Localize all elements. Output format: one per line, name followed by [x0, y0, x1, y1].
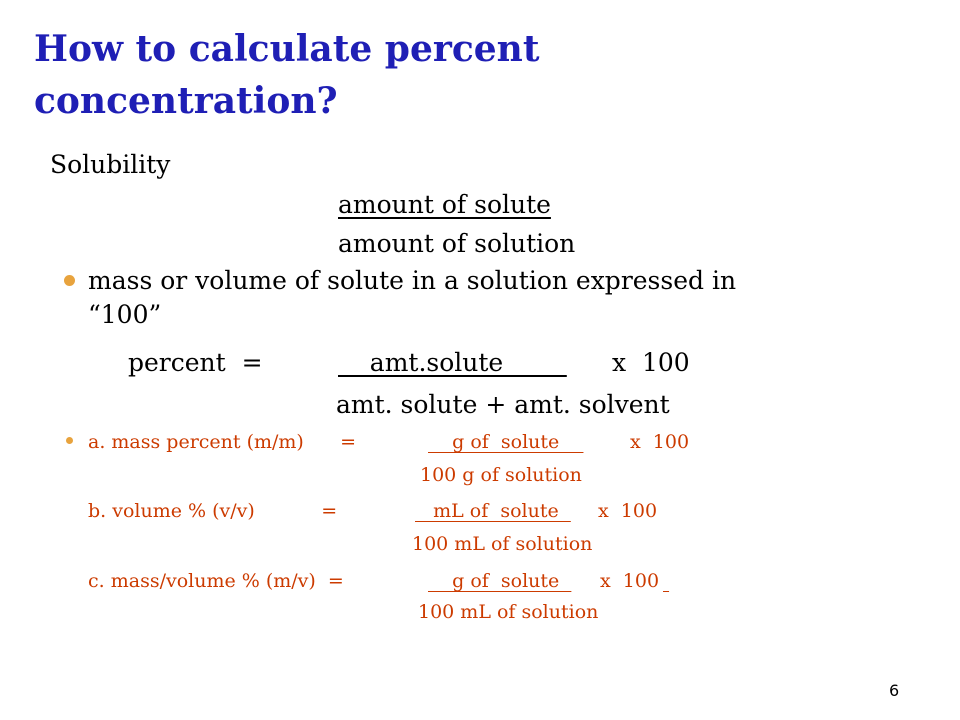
mass-volume-percent-times-100: x 100 [600, 570, 660, 592]
mass-percent-numerator: g of solute [428, 431, 584, 453]
volume-percent-numerator: mL of solute [415, 500, 571, 522]
percent-numerator: amt.solute [338, 348, 567, 377]
bullet-1-text-line-2: “100” [88, 300, 162, 329]
slide-title-line-2: concentration? [34, 80, 338, 122]
volume-percent-label: b. volume % (v/v) = [88, 500, 338, 522]
page-number: 6 [889, 681, 900, 700]
solubility-label: Solubility [50, 150, 171, 179]
mass-percent-label: a. mass percent (m/m) = [88, 431, 356, 453]
solubility-fraction-denominator: amount of solution [338, 229, 576, 258]
mass-percent-times-100: x 100 [630, 431, 690, 453]
percent-denominator: amt. solute + amt. solvent [336, 390, 670, 419]
bullet-dot [66, 437, 73, 444]
mass-volume-percent-label: c. mass/volume % (m/v) = [88, 570, 344, 592]
volume-percent-denominator: 100 mL of solution [412, 533, 593, 555]
volume-percent-times-100: x 100 [598, 500, 658, 522]
solubility-fraction-numerator: amount of solute [338, 190, 551, 219]
percent-times-100: x 100 [612, 348, 690, 377]
percent-label: percent = [128, 348, 263, 377]
slide-title-line-1: How to calculate percent [34, 28, 540, 70]
bullet-dot [64, 275, 75, 286]
mass-percent-denominator: 100 g of solution [420, 464, 582, 486]
bullet-1-text-line-1: mass or volume of solute in a solution expressed in [88, 266, 737, 295]
mass-volume-percent-denominator: 100 mL of solution [418, 601, 599, 623]
mass-volume-percent-numerator: g of solute [428, 570, 572, 592]
mass-volume-percent-tail [663, 569, 669, 593]
